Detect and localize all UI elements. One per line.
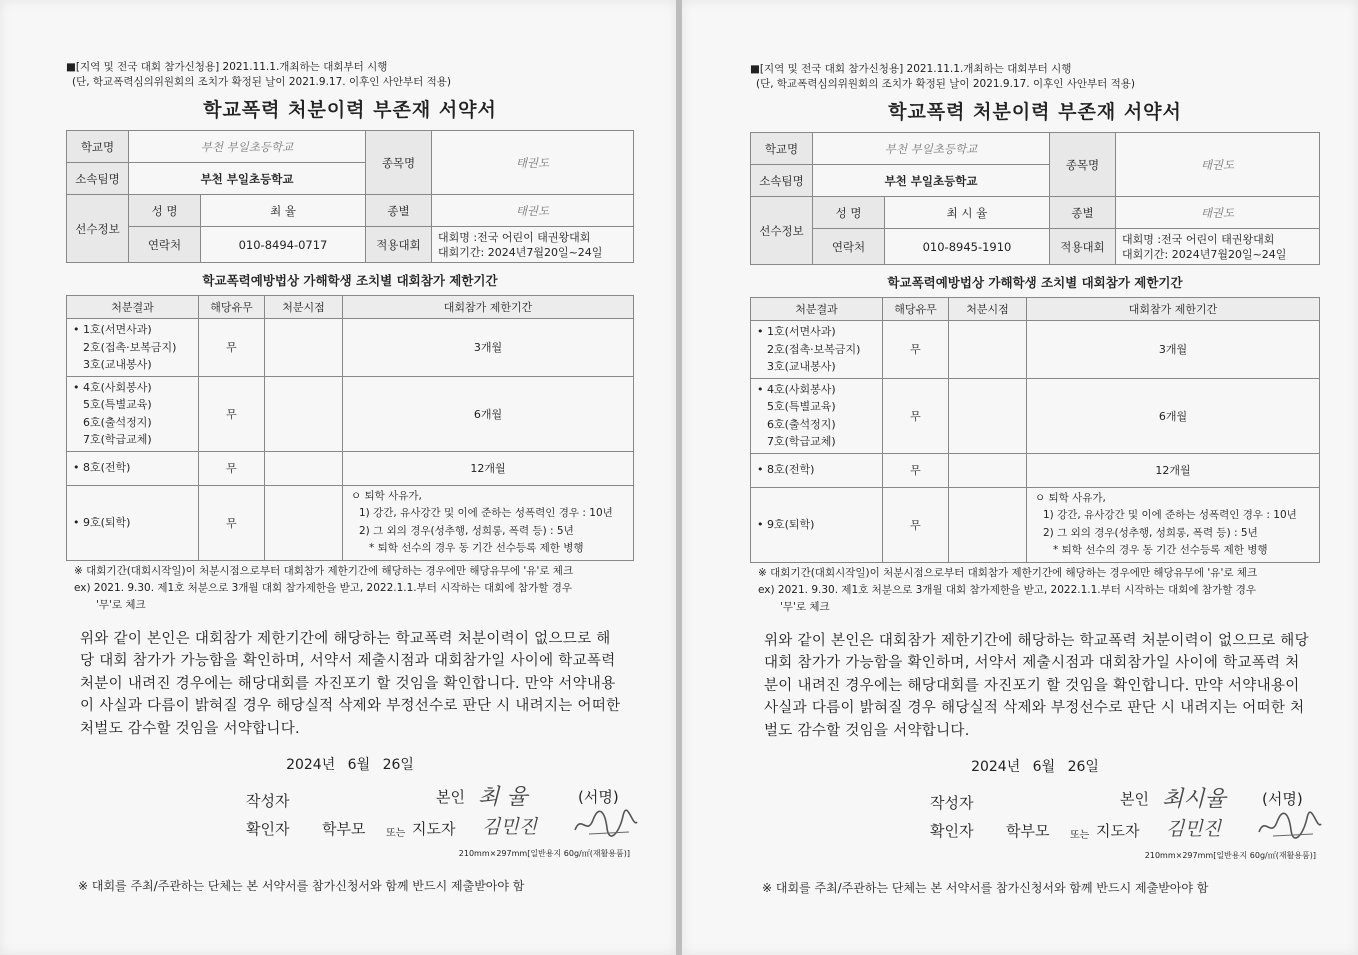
contact-label: 연락처 [129,227,201,263]
footer-note: ※ 대회를 주최/주관하는 단체는 본 서약서를 참가신청서와 함께 반드시 제출받아야 함 [78,879,525,893]
penalty-header-cell: 해당유무 [199,296,265,319]
category-value: 태권도 [432,195,634,227]
penalty-codes-cell [67,376,199,451]
note-line-3: '무'로 체크 [780,600,830,613]
name-value: 최 시 율 [885,197,1050,229]
guide-signature-name: 김민진 [482,816,538,838]
competition-value [1116,229,1320,265]
guide-signature-name: 김민진 [1166,818,1222,840]
penalty-code: • 9호(퇴학) [757,517,815,531]
school-value: 부천 부일초등학교 [813,133,1050,165]
expulsion-rule-line: 1) 강간, 유사강간 및 이에 준하는 성폭력인 경우 : 10년 [1043,509,1297,521]
applicable-cell: 무 [199,376,265,451]
or-label: 또는 [386,828,406,839]
paper-spec: 210mm×297mm[일반용지 60g/㎡(재활용품)] [458,849,630,858]
applicable-cell: 무 [199,451,265,485]
penalty-code: 5호(특별교육) [767,400,836,413]
penalty-code: • 8호(전학) [757,463,815,477]
penalty-code: 7호(학급교체) [767,435,836,448]
header-line-1: ■[지역 및 전국 대회 참가신청용] 2021.11.1.개최하는 대회부터 시행 [750,63,1072,75]
applicable-cell: 무 [883,453,949,487]
competition-label: 적용대회 [1050,229,1116,265]
timing-cell [265,376,343,451]
penalty-code: 2호(접촉·보복금지) [83,340,177,354]
penalty-codes-cell [67,485,199,560]
restriction-period-cell: 12개월 [1027,453,1320,487]
competition-value [432,227,634,263]
penalty-row [67,485,634,560]
form-sheet-right [682,0,1358,955]
penalty-codes-cell [751,378,883,453]
restriction-period-cell: 3개월 [1027,321,1320,379]
penalty-code: 6호(출석정지) [83,415,152,429]
penalty-code: 2호(접촉·보복금지) [767,342,861,356]
expulsion-rule-line: ㅇ 퇴학 사유가, [1035,491,1106,504]
guide-label: 지도자 [1096,822,1140,840]
applicable-cell: 무 [199,319,265,377]
paper-spec: 210mm×297mm[일반용지 60g/㎡(재활용품)] [1144,851,1316,860]
writer-label: 작성자 [930,794,974,812]
header-line-2: (단, 학교폭력심의위원회의 조치가 확정된 날이 2021.9.17. 이후인 사안부터 적용) [756,78,1136,90]
guide-label: 지도자 [412,820,456,838]
penalty-header-cell: 처분시점 [265,296,343,319]
penalty-code: • 1호(서면사과) [757,325,836,338]
note-line-3: '무'로 체크 [96,598,146,611]
penalty-header-cell: 처분시점 [949,298,1027,321]
contact-value: 010-8945-1910 [885,229,1050,265]
signature-block [66,782,634,846]
document-title: 학교폭력 처분이력 부존재 서약서 [888,101,1182,123]
self-signature-name: 최시율 [1162,787,1226,812]
writer-label: 작성자 [246,792,290,810]
self-label: 본인 [436,788,465,806]
note-line-2: ex) 2021. 9.30. 제1호 처분으로 3개월 대회 참가제한을 받고, 2022.1.1.부터 시작하는 대회에 참가할 경우 [74,581,572,594]
timing-cell [265,319,343,377]
timing-cell [949,378,1027,453]
category-label: 종별 [1050,197,1116,229]
penalty-table-title: 학교폭력예방법상 가해학생 조치별 대회참가 제한기간 [887,275,1183,290]
form-content [750,62,1320,896]
penalty-code: • 1호(서면사과) [73,323,152,336]
penalty-table-title: 학교폭력예방법상 가해학생 조치별 대회참가 제한기간 [202,273,498,288]
name-value: 최 율 [201,195,366,227]
competition-label: 적용대회 [366,227,432,263]
penalty-code: • 4호(사회봉사) [757,382,836,396]
penalty-row [751,453,1320,487]
competition-period: 대회기간: 2024년7월20일~24일 [438,245,603,259]
expulsion-rule-line: 1) 강간, 유사강간 및 이에 준하는 성폭력인 경우 : 10년 [359,507,613,519]
penalty-code: 3호(교내봉사) [767,360,836,373]
applicable-cell: 무 [883,378,949,453]
note-line-1: ※ 대회기간(대회시작일)이 처분시점으로부터 대회참가 제한기간에 해당하는 경우에만 해당유무에 '유'로 체크 [74,564,574,577]
category-label: 종별 [366,195,432,227]
self-signature-name: 최 율 [478,785,528,810]
event-value: 태권도 [1116,133,1320,197]
form-content [66,60,634,894]
penalty-codes-cell [67,451,199,485]
penalty-row [751,321,1320,379]
penalty-code: • 4호(사회봉사) [73,380,152,394]
contact-value: 010-8494-0717 [201,227,366,263]
footer-note: ※ 대회를 주최/주관하는 단체는 본 서약서를 참가신청서와 함께 반드시 제출받아야 함 [762,881,1209,895]
header-line-2: (단, 학교폭력심의위원회의 조치가 확정된 날이 2021.9.17. 이후인 사안부터 적용) [72,76,452,88]
restriction-period-cell: 6개월 [1027,378,1320,453]
expulsion-rule-line: * 퇴학 선수의 경우 동 기간 선수등록 제한 병행 [1053,544,1268,556]
applicable-cell: 무 [883,487,949,562]
confirmer-label: 확인자 [246,820,290,838]
penalty-code: 5호(특별교육) [83,398,152,411]
competition-period: 대회기간: 2024년7월20일~24일 [1122,247,1287,261]
applicable-cell: 무 [199,485,265,560]
penalty-code: 6호(출석정지) [767,417,836,431]
handwritten-signature-icon [1255,810,1325,840]
category-value: 태권도 [1116,197,1320,229]
penalty-codes-cell [751,487,883,562]
restriction-period-cell: 6개월 [343,376,634,451]
competition-name: 대회명 :전국 어린이 태권왕대회 [1122,232,1275,246]
athlete-info-label: 선수정보 [751,197,813,265]
event-label: 종목명 [1050,133,1116,197]
timing-cell [949,321,1027,379]
parent-label: 학부모 [322,820,366,838]
penalty-header-cell: 처분결과 [751,298,883,321]
school-label: 학교명 [67,131,129,163]
restriction-period-cell [1027,487,1320,562]
penalty-code: • 9호(퇴학) [73,515,131,529]
team-value: 부천 부일초등학교 [129,163,366,195]
timing-cell [265,451,343,485]
signature-seal-label: (서명) [1262,790,1303,808]
penalty-codes-cell [751,321,883,379]
applicant-info-table [66,130,634,263]
restriction-period-cell: 3개월 [343,319,634,377]
expulsion-rule-line: * 퇴학 선수의 경우 동 기간 선수등록 제한 병행 [369,542,584,554]
pledge-text: 위와 같이 본인은 대회참가 제한기간에 해당하는 학교폭력 처분이력이 없으므로 해당 대회 참가가 가능함을 확인하며, 서약서 제출시점과 대회참가일 사이에 학교폭력 처분이 내려진 경우에는 해당대회를 자진포기 할 것임을 확인합니다. 만약 서약내용이 사실과 다름이 밝혀질 경우 해당실적 삭제와 부정선수로 판단 시 내려지는 어떠한 처벌도 감수할 것임을 서약합니다. [80,630,621,737]
handwritten-signature-icon [571,808,641,838]
penalty-header-cell: 처분결과 [67,296,199,319]
penalty-table [66,295,634,561]
contact-label: 연락처 [813,229,885,265]
penalty-row [67,376,634,451]
note-line-2: ex) 2021. 9.30. 제1호 처분으로 3개월 대회 참가제한을 받고, 2022.1.1.부터 시작하는 대회에 참가할 경우 [758,583,1256,596]
penalty-table [750,297,1320,563]
form-sheet-left [0,0,676,955]
team-label: 소속팀명 [67,163,129,195]
signature-block [750,784,1320,848]
penalty-table-header [67,296,634,319]
penalty-code: 7호(학급교체) [83,433,152,446]
note-line-1: ※ 대회기간(대회시작일)이 처분시점으로부터 대회참가 제한기간에 해당하는 경우에만 해당유무에 '유'로 체크 [758,566,1258,579]
penalty-row [751,378,1320,453]
name-label: 성 명 [813,197,885,229]
penalty-row [751,487,1320,562]
competition-name: 대회명 :전국 어린이 태권왕대회 [438,230,591,244]
header-line-1: ■[지역 및 전국 대회 참가신청용] 2021.11.1.개최하는 대회부터 시행 [66,61,388,73]
self-label: 본인 [1120,790,1149,808]
document-title: 학교폭력 처분이력 부존재 서약서 [203,99,497,121]
restriction-period-cell [343,485,634,560]
signature-seal-label: (서명) [578,788,619,806]
event-value: 태권도 [432,131,634,195]
timing-cell [949,487,1027,562]
penalty-table-header [751,298,1320,321]
expulsion-rule-line: 2) 그 외의 경우(성추행, 성희롱, 폭력 등) : 5년 [1043,526,1258,539]
applicable-cell: 무 [883,321,949,379]
penalty-code: 3호(교내봉사) [83,358,152,371]
team-value: 부천 부일초등학교 [813,165,1050,197]
penalty-header-cell: 대회참가 제한기간 [1027,298,1320,321]
applicant-info-table [750,132,1320,265]
athlete-info-label: 선수정보 [67,195,129,263]
pledge-date: 2024년 6월 26일 [286,757,414,773]
penalty-row [67,319,634,377]
expulsion-rule-line: 2) 그 외의 경우(성추행, 성희롱, 폭력 등) : 5년 [359,524,574,537]
penalty-header-cell: 대회참가 제한기간 [343,296,634,319]
event-label: 종목명 [366,131,432,195]
penalty-codes-cell [751,453,883,487]
timing-cell [949,453,1027,487]
penalty-header-cell: 해당유무 [883,298,949,321]
penalty-code: • 8호(전학) [73,461,131,475]
penalty-row [67,451,634,485]
pledge-date: 2024년 6월 26일 [971,759,1099,775]
timing-cell [265,485,343,560]
or-label: 또는 [1070,830,1090,841]
expulsion-rule-line: ㅇ 퇴학 사유가, [351,489,422,502]
name-label: 성 명 [129,195,201,227]
pledge-text: 위와 같이 본인은 대회참가 제한기간에 해당하는 학교폭력 처분이력이 없으므로 해당 대회 참가가 가능함을 확인하며, 서약서 제출시점과 대회참가일 사이에 학교폭력 처분이 내려진 경우에는 해당대회를 자진포기 할 것임을 확인합니다. 만약 서약내용이 사실과 다름이 밝혀질 경우 해당실적 삭제와 부정선수로 판단 시 내려지는 어떠한 처벌도 감수할 것임을 서약합니다. [764,632,1309,739]
confirmer-label: 확인자 [930,822,974,840]
penalty-codes-cell [67,319,199,377]
school-value: 부천 부일초등학교 [129,131,366,163]
restriction-period-cell: 12개월 [343,451,634,485]
school-label: 학교명 [751,133,813,165]
parent-label: 학부모 [1006,822,1050,840]
team-label: 소속팀명 [751,165,813,197]
